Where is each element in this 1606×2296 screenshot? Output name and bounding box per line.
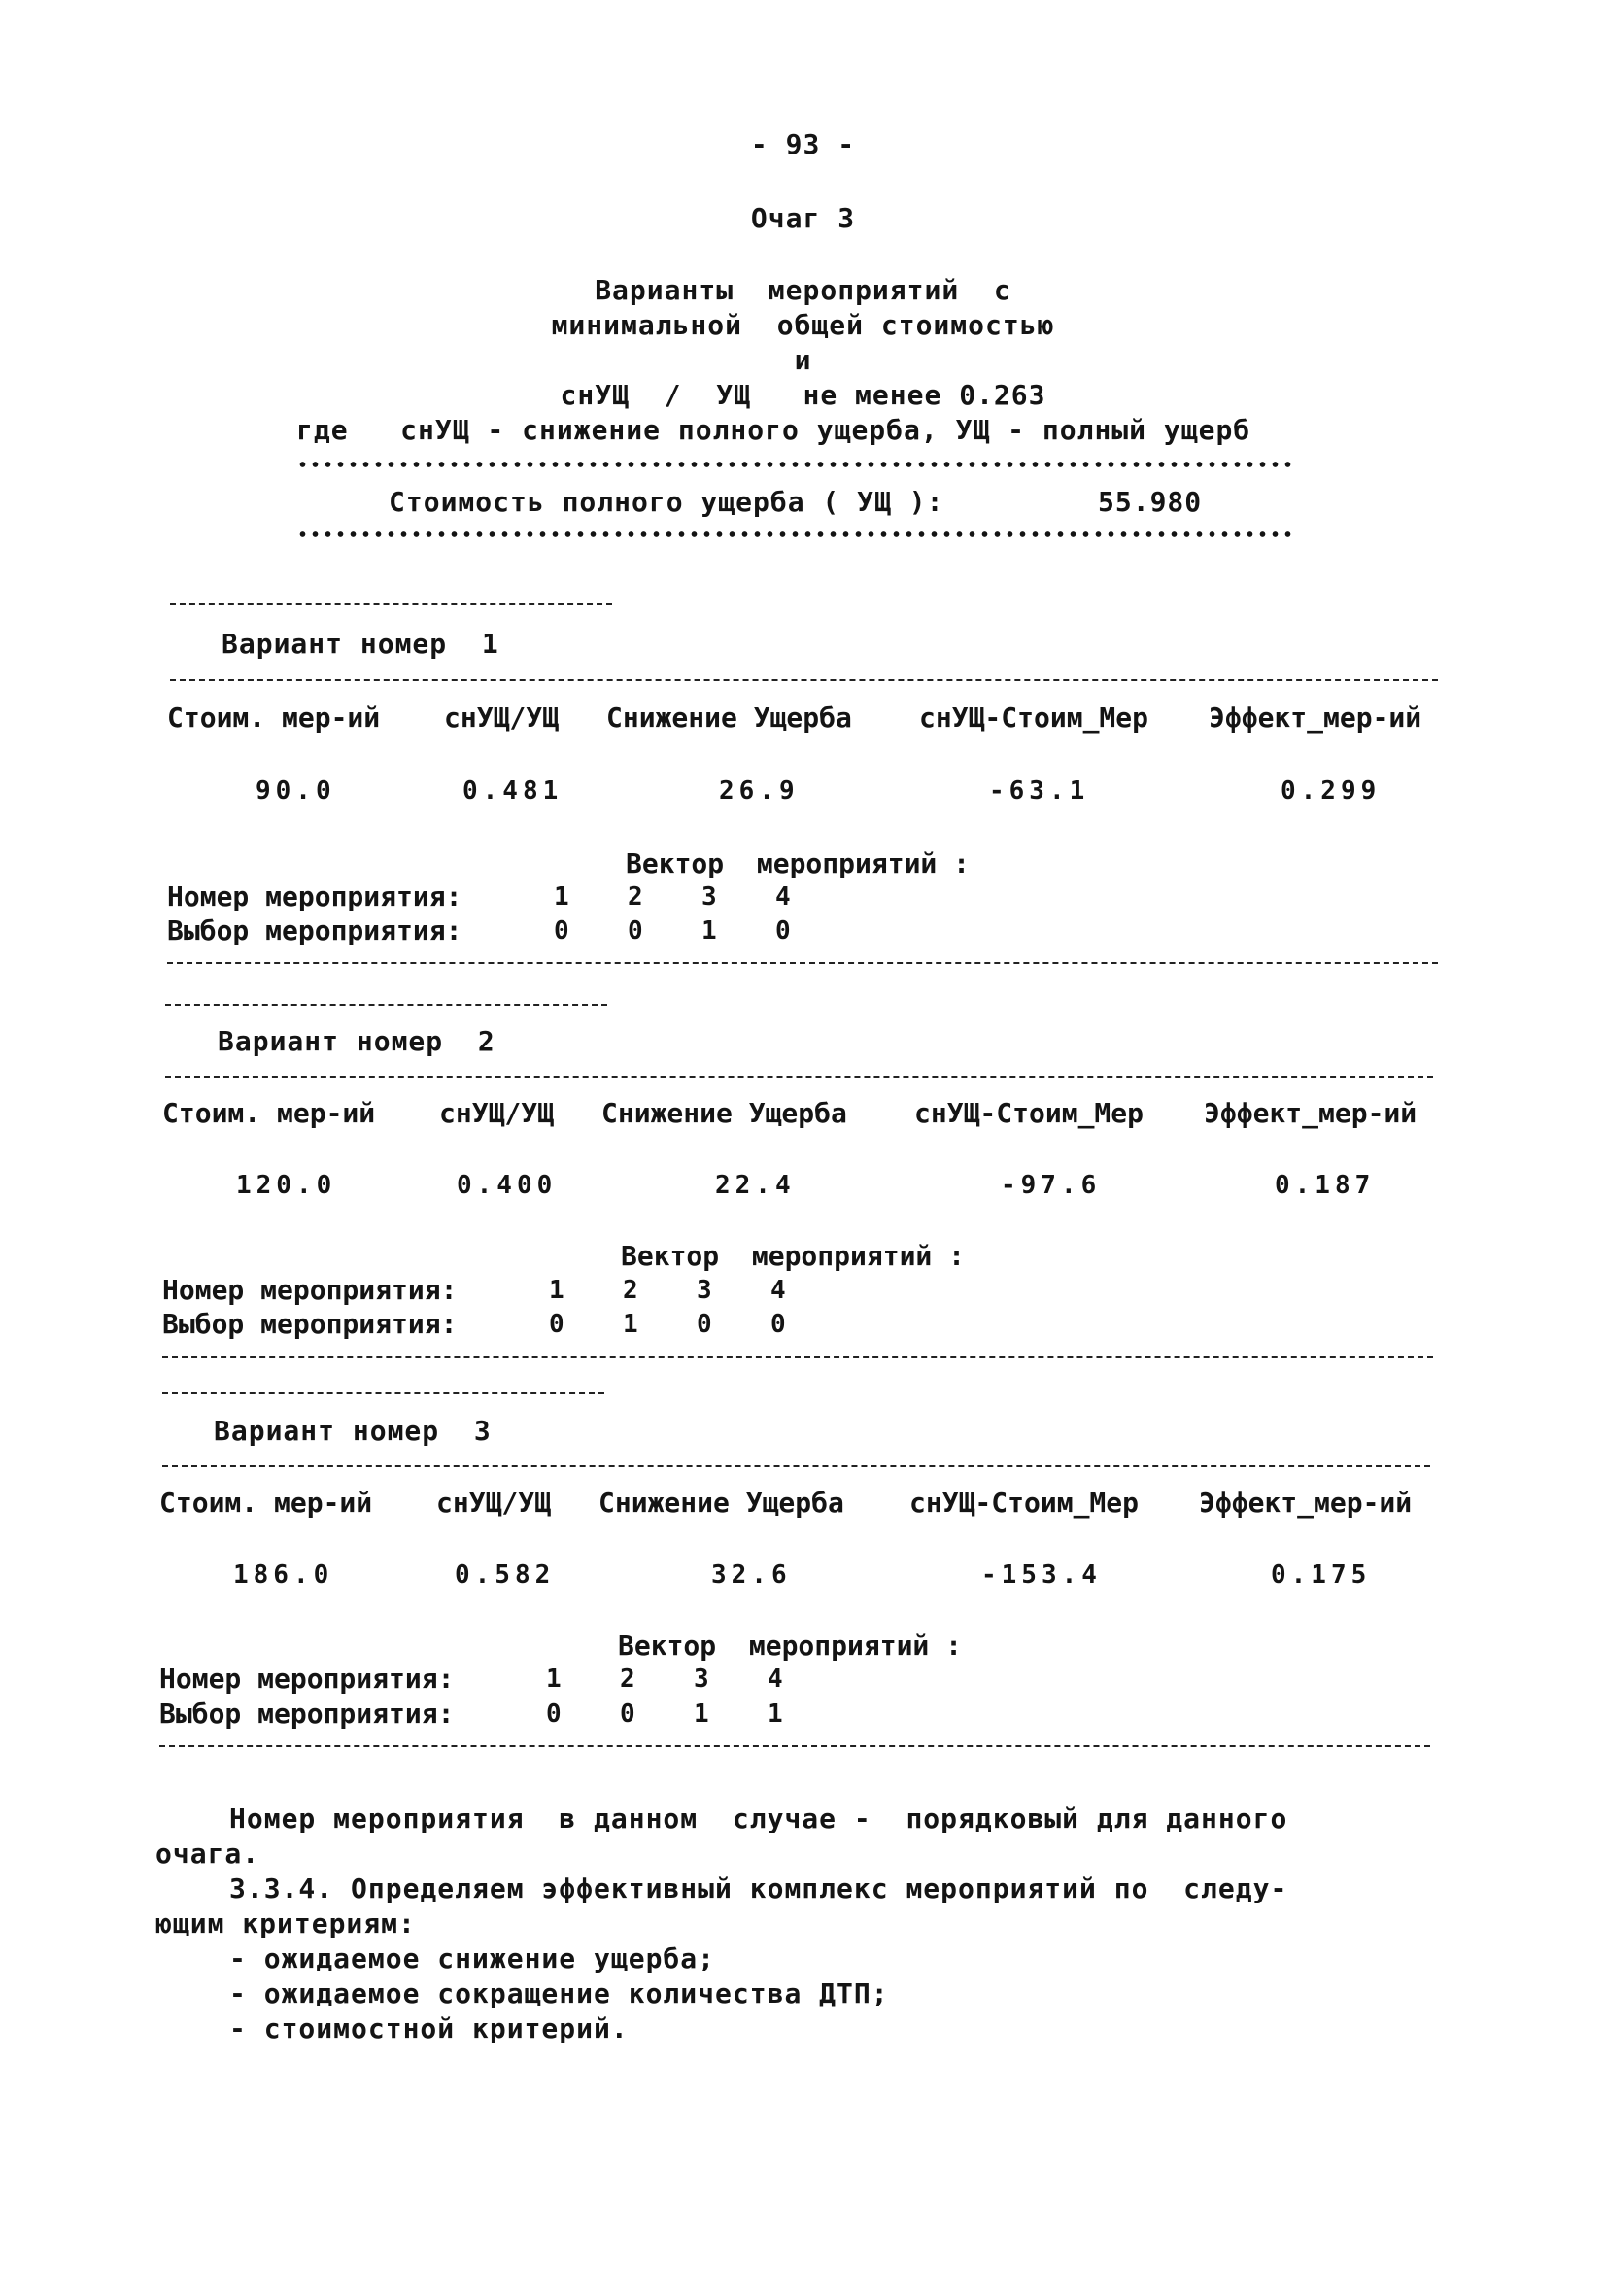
number-1: 1 [549,1276,569,1305]
choice-1: 0 [554,916,574,945]
table-rule [170,679,1438,681]
value-effect: 0.299 [1281,776,1382,805]
choice-4: 1 [768,1699,788,1729]
vector-label: Вектор мероприятий : [626,847,971,879]
column-header-effect: Эффект_мер-ий [1209,702,1422,734]
variant-title-rule [170,603,612,605]
vector-label: Вектор мероприятий : [618,1629,963,1662]
value-ratio: 0.582 [455,1560,556,1590]
variant-end-rule [167,962,1438,964]
focus-title: Очаг 3 [750,202,856,234]
choice-2: 0 [620,1699,640,1729]
dotted-rule-bottom [296,531,1297,538]
number-1: 1 [546,1664,566,1694]
value-reduction: 32.6 [711,1560,792,1590]
variant-title: Вариант номер 2 [218,1025,495,1057]
column-header-effect: Эффект_мер-ий [1204,1097,1418,1129]
value-effect: 0.175 [1271,1560,1372,1590]
value-cost: 186.0 [233,1560,334,1590]
value-effect: 0.187 [1275,1171,1376,1200]
value-cost: 120.0 [236,1171,337,1200]
table-rule [165,1076,1433,1078]
number-2: 2 [623,1276,643,1305]
variant-title-rule [162,1392,604,1394]
total-cost-label: Стоимость полного ущерба ( УЩ ): [389,486,944,518]
bullet-2: - ожидаемое сокращение количества ДТП; [229,1977,889,2009]
column-header-reduction: Снижение Ущерба [601,1097,847,1129]
choice-label: Выбор мероприятия: [159,1697,455,1730]
paragraph-2-line-2: ющим критериям: [155,1907,416,1939]
column-header-ratio: снУЩ/УЩ [439,1097,555,1129]
paragraph-1-line-2: очага. [155,1837,260,1869]
variant-end-rule [159,1745,1430,1747]
value-cost: 90.0 [256,776,336,805]
paragraph-1-line-1: Номер мероприятия в данном случае - порядковый для данного [229,1802,1288,1834]
column-header-reduction: Снижение Ущерба [606,702,852,734]
number-4: 4 [770,1276,791,1305]
column-header-ratio: снУЩ/УЩ [444,702,560,734]
heading-line-3: и [794,344,812,376]
choice-3: 1 [701,916,722,945]
page-number: - 93 - [750,128,856,160]
value-reduction: 26.9 [719,776,800,805]
number-3: 3 [697,1276,717,1305]
choice-4: 0 [770,1310,791,1339]
value-ratio: 0.400 [457,1171,558,1200]
column-header-diff: снУЩ-Стоим_Мер [914,1097,1145,1129]
bullet-3: - стоимостной критерий. [229,2012,629,2044]
choice-4: 0 [775,916,796,945]
bullet-1: - ожидаемое снижение ущерба; [229,1942,716,1974]
number-4: 4 [775,882,796,911]
number-3: 3 [701,882,722,911]
paragraph-2-line-1: 3.3.4. Определяем эффективный комплекс мероприятий по следу- [229,1872,1288,1904]
choice-1: 0 [549,1310,569,1339]
value-reduction: 22.4 [715,1171,796,1200]
value-diff: -153.4 [981,1560,1102,1590]
variant-title: Вариант номер 1 [222,628,499,660]
number-4: 4 [768,1664,788,1694]
dotted-rule-top [296,461,1297,468]
number-2: 2 [628,882,648,911]
column-header-ratio: снУЩ/УЩ [436,1487,552,1519]
column-header-cost: Стоим. мер-ий [162,1097,376,1129]
value-ratio: 0.481 [462,776,564,805]
number-3: 3 [694,1664,714,1694]
heading-line-1: Варианты мероприятий с [595,274,1011,306]
column-header-cost: Стоим. мер-ий [159,1487,373,1519]
number-1: 1 [554,882,574,911]
choice-3: 1 [694,1699,714,1729]
column-header-diff: снУЩ-Стоим_Мер [919,702,1149,734]
value-diff: -97.6 [1001,1171,1102,1200]
number-2: 2 [620,1664,640,1694]
table-rule [162,1465,1430,1467]
column-header-reduction: Снижение Ущерба [598,1487,844,1519]
heading-line-2: минимальной общей стоимостью [551,309,1055,341]
number-label: Номер мероприятия: [162,1274,458,1306]
number-label: Номер мероприятия: [159,1662,455,1695]
choice-label: Выбор мероприятия: [167,914,462,946]
column-header-effect: Эффект_мер-ий [1199,1487,1413,1519]
number-label: Номер мероприятия: [167,880,462,912]
heading-line-4: снУЩ / УЩ не менее 0.263 [560,379,1046,411]
variant-end-rule [162,1356,1433,1358]
variant-title: Вариант номер 3 [214,1415,492,1447]
choice-label: Выбор мероприятия: [162,1308,458,1340]
choice-2: 0 [628,916,648,945]
column-header-diff: снУЩ-Стоим_Мер [909,1487,1140,1519]
heading-line-5: где снУЩ - снижение полного ущерба, УЩ - полный ущерб [296,414,1251,446]
total-cost-value: 55.980 [1098,486,1203,518]
vector-label: Вектор мероприятий : [621,1240,966,1272]
choice-2: 1 [623,1310,643,1339]
column-header-cost: Стоим. мер-ий [167,702,381,734]
value-diff: -63.1 [989,776,1090,805]
choice-3: 0 [697,1310,717,1339]
variant-title-rule [165,1004,607,1006]
choice-1: 0 [546,1699,566,1729]
